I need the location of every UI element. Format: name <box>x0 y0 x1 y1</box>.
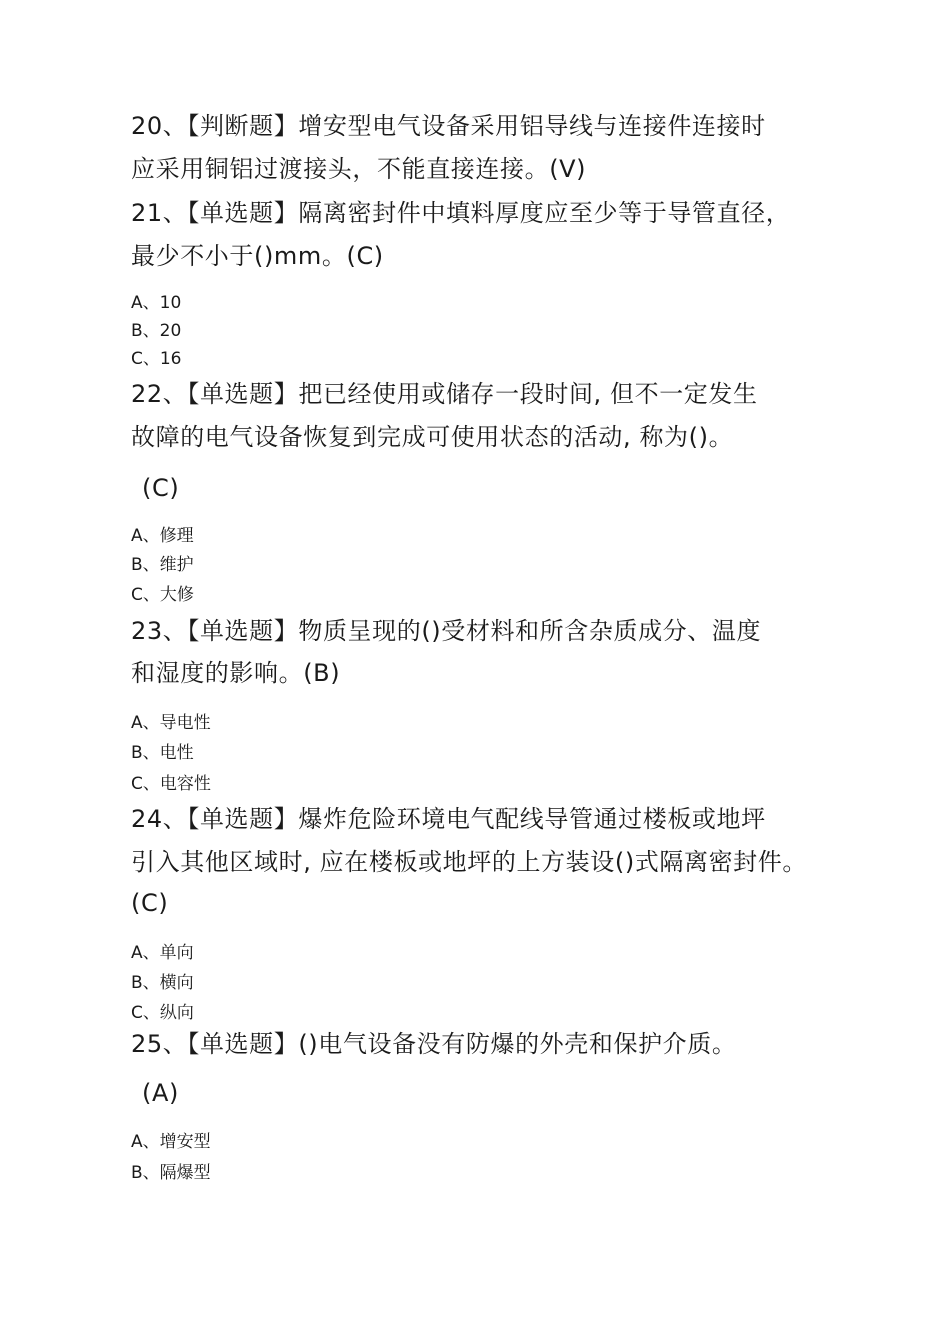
question-24-option-c: C、纵向 <box>131 1003 194 1023</box>
question-24-line-2: 引入其他区域时, 应在楼板或地坪的上方装设()式隔离密封件。 <box>131 848 807 876</box>
question-22-line-2: 故障的电气设备恢复到完成可使用状态的活动, 称为()。 <box>131 423 734 451</box>
question-21-line-2: 最少不小于()mm。(C) <box>131 242 384 270</box>
question-24-option-a: A、单向 <box>131 943 194 963</box>
question-23-option-b: B、电性 <box>131 743 194 763</box>
question-23-option-c: C、电容性 <box>131 774 211 794</box>
question-23-line-2: 和湿度的影响。(B) <box>131 659 341 687</box>
question-21-option-b: B、20 <box>131 321 182 341</box>
question-24-option-b: B、横向 <box>131 973 194 993</box>
question-25-option-a: A、增安型 <box>131 1132 211 1152</box>
question-23-option-a: A、导电性 <box>131 713 211 733</box>
question-23-line-1: 23、【单选题】物质呈现的()受材料和所含杂质成分、温度 <box>131 617 762 645</box>
question-22-answer: (C) <box>142 474 180 502</box>
question-21-option-a: A、10 <box>131 293 182 313</box>
question-22-option-c: C、大修 <box>131 585 194 605</box>
question-20-line-1: 20、【判断题】增安型电气设备采用铝导线与连接件连接时 <box>131 112 766 140</box>
question-24-line-1: 24、【单选题】爆炸危险环境电气配线导管通过楼板或地坪 <box>131 805 766 833</box>
question-21-option-c: C、16 <box>131 349 182 369</box>
question-22-line-1: 22、【单选题】把已经使用或储存一段时间, 但不一定发生 <box>131 380 758 408</box>
question-24-answer: (C) <box>131 889 169 917</box>
question-20-line-2: 应采用铜铝过渡接头，不能直接连接。(V) <box>131 155 587 183</box>
question-25-answer: (A) <box>142 1079 179 1107</box>
question-22-option-b: B、维护 <box>131 555 194 575</box>
question-25-line-1: 25、【单选题】()电气设备没有防爆的外壳和保护介质。 <box>131 1030 737 1058</box>
question-21-line-1: 21、【单选题】隔离密封件中填料厚度应至少等于导管直径， <box>131 199 791 227</box>
question-22-option-a: A、修理 <box>131 526 194 546</box>
question-25-option-b: B、隔爆型 <box>131 1163 211 1183</box>
